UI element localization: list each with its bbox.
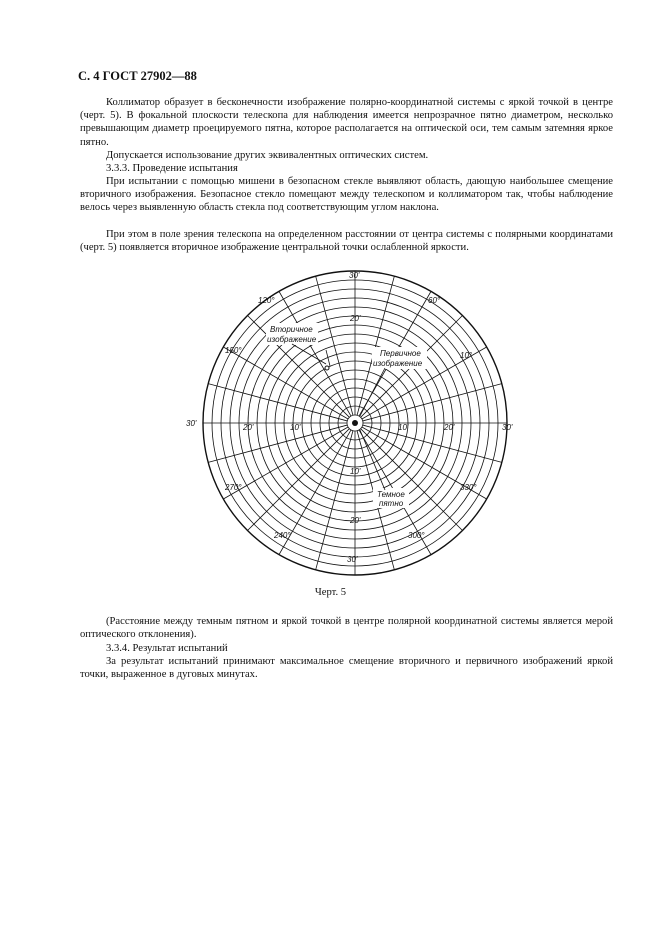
scale-bot-10: 10'	[350, 467, 361, 476]
paragraph-testing: При испытании с помощью мишени в безопасном стекле выявляют область, дающую наибольшее смещение вторичного изображения. Безопасное стекло помещают между телескопом и коллиматором так, чтобы наблюдение велось через выявленную область стекла под соответствующим углом наклона.	[80, 176, 613, 214]
primary-image-label-line2: изображение	[373, 359, 423, 368]
polar-spoke	[361, 429, 463, 531]
primary-pointer	[360, 368, 385, 416]
scale-top-20: 20'	[350, 314, 361, 323]
page-header: С. 4 ГОСТ 27902—88	[78, 69, 197, 83]
scale-right-20: 20'	[444, 423, 455, 432]
angle-label-240: 240°	[274, 531, 291, 540]
scale-left-30: 30'	[186, 419, 197, 428]
dark-spot-label-line1: Темное	[377, 490, 405, 499]
angle-label-270: 270°	[225, 483, 242, 492]
paragraph-result: За результат испытаний принимают максимальное смещение вторичного и первичного изображений яркой точки, выраженное в дуговых минутах.	[80, 656, 613, 681]
scale-right-30: 30'	[502, 423, 513, 432]
angle-label-150: 150°	[225, 346, 242, 355]
paragraph-secondary-image: При этом в поле зрения телескопа на определенном расстоянии от центра системы с полярными координатами (черт. 5) появляется вторичное изображение центральной точки ослабленной яркости.	[80, 229, 613, 254]
scale-bot-30: 30'	[347, 555, 358, 564]
polar-coordinate-figure	[170, 258, 540, 578]
scale-left-20: 20'	[243, 423, 254, 432]
scale-top-30: 30'	[349, 271, 360, 280]
paragraph-measure: (Расстояние между темным пятном и яркой точкой в центре полярной координатной системы является мерой оптического отклонения).	[80, 616, 613, 641]
secondary-image-mark	[325, 366, 329, 370]
scale-left-10: 10'	[290, 423, 301, 432]
figure-caption: Черт. 5	[314, 587, 347, 598]
primary-image-label-line1: Первичное	[380, 349, 421, 358]
section-3-3-4-title: 3.3.4. Результат испытаний	[106, 643, 228, 654]
scale-right-10: 10'	[398, 423, 409, 432]
secondary-image-label-line2: изображение	[267, 335, 317, 344]
angle-label-300: 300°	[408, 531, 425, 540]
scale-bot-20: 20'	[350, 516, 361, 525]
paragraph-collimator: Коллиматор образует в бесконечности изображение полярно-координатной системы с яркой точкой в центре (черт. 5). В фокальной плоскости телескопа для наблюдения имеется непрозрачное пятно диаметром, несколько превышающим диаметр проецируемого пятна, которое располагается на оптической оси, тем самым затемняя яркое пятно.	[80, 97, 613, 148]
center-bright-point	[352, 420, 358, 426]
secondary-image-label-line1: Вторичное	[270, 325, 313, 334]
angle-label-60: 60°	[428, 296, 441, 305]
angle-label-10: 10°	[460, 351, 473, 360]
paragraph-equivalent: Допускается использование других эквивалентных оптических систем.	[106, 150, 429, 161]
dark-spot-pointer	[360, 430, 385, 490]
angle-label-120: 120°	[258, 296, 275, 305]
dark-spot-label-line2: пятно	[379, 499, 404, 508]
angle-label-330: 330°	[460, 483, 477, 492]
section-3-3-3-title: 3.3.3. Проведение испытания	[106, 163, 238, 174]
polar-spoke	[248, 429, 350, 531]
